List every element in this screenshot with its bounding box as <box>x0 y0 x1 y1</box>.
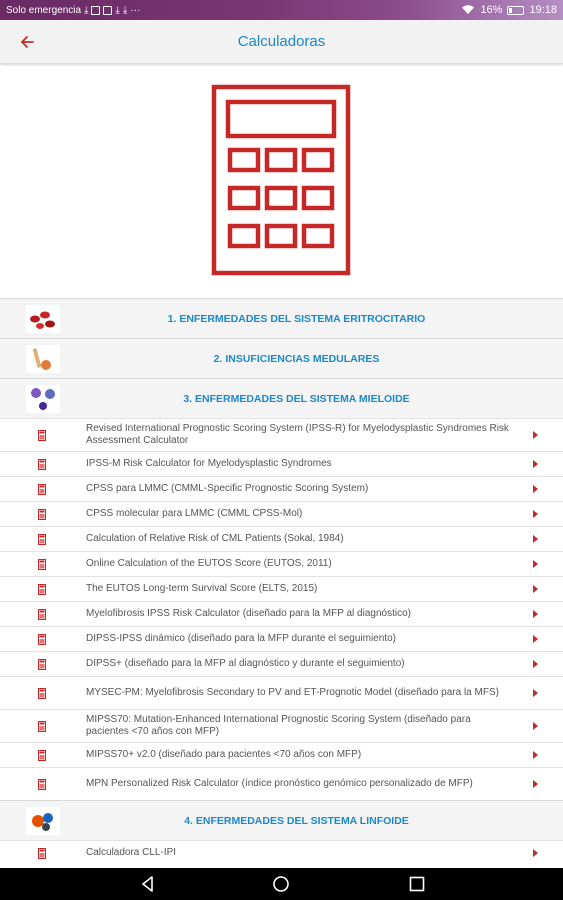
app-bar <box>0 20 563 64</box>
download-icon: ⤓ <box>84 4 89 16</box>
list-item[interactable] <box>0 742 563 767</box>
list-item-label: Online Calculation of the EUTOS Score (EUTOS, 2011) <box>86 558 332 569</box>
calculator-small-icon <box>38 721 46 732</box>
chevron-right-icon <box>533 585 538 593</box>
battery-percent: 16% <box>480 4 503 16</box>
clock: 19:18 <box>529 4 557 16</box>
list-item[interactable] <box>0 626 563 651</box>
battery-icon <box>507 6 524 15</box>
calculator-small-icon <box>38 459 46 470</box>
list-item-label: MPN Personalized Risk Calculator (índice pronóstico genómico personalizado de MFP) <box>86 778 473 789</box>
nav-back-icon[interactable] <box>139 875 157 893</box>
list-item[interactable] <box>0 676 563 709</box>
calculator-small-icon <box>38 779 46 790</box>
chevron-right-icon <box>533 535 538 543</box>
back-arrow-icon <box>20 35 34 49</box>
list-item[interactable] <box>0 476 563 501</box>
calculator-small-icon <box>38 559 46 570</box>
chevron-right-icon <box>533 722 538 730</box>
lymphoid-cells-icon <box>26 807 60 835</box>
calculator-icon <box>211 84 351 276</box>
list-item-label: MIPSS70+ v2.0 (diseñado para pacientes <70 años con MFP) <box>86 749 362 760</box>
calculator-small-icon <box>38 484 46 495</box>
list-item[interactable] <box>0 526 563 551</box>
chevron-right-icon <box>533 431 538 439</box>
chevron-right-icon <box>533 660 538 668</box>
list-item-label: DIPSS+ (diseñado para la MFP al diagnóstico y durante el seguimiento) <box>86 658 405 669</box>
download-icon: ⤓ <box>122 4 128 16</box>
section-label: 1. ENFERMEDADES DEL SISTEMA ERITROCITARIO <box>167 312 426 325</box>
list-item[interactable] <box>0 601 563 626</box>
list-item-label: Revised International Prognostic Scoring System (IPSS-R) for Myelodysplastic Syndromes Risk Assessment Calculator <box>86 423 509 446</box>
calculator-small-icon <box>38 584 46 595</box>
chevron-right-icon <box>533 849 538 857</box>
list-item[interactable] <box>0 840 563 865</box>
list-item[interactable] <box>0 418 563 451</box>
list-item[interactable] <box>0 767 563 800</box>
page-title: Calculadoras <box>237 33 326 50</box>
calculator-small-icon <box>38 534 46 545</box>
chevron-right-icon <box>533 460 538 468</box>
chevron-right-icon <box>533 689 538 697</box>
list-item-label: Calculation of Relative Risk of CML Patients (Sokal, 1984) <box>86 533 344 544</box>
chevron-right-icon <box>533 510 538 518</box>
section-header-linfoide[interactable] <box>0 800 563 840</box>
list-item-label: Myelofibrosis IPSS Risk Calculator (diseñado para la MFP al diagnóstico) <box>86 608 411 619</box>
status-bar <box>0 0 563 20</box>
chevron-right-icon <box>533 751 538 759</box>
system-nav-bar <box>0 868 563 900</box>
calculator-small-icon <box>38 509 46 520</box>
calculator-small-icon <box>38 659 46 670</box>
calculator-small-icon <box>38 750 46 761</box>
image-icon <box>91 6 100 15</box>
list-item[interactable] <box>0 651 563 676</box>
list-item-label: Calculadora CLL-IPI <box>86 847 177 858</box>
chevron-right-icon <box>533 560 538 568</box>
calculator-small-icon <box>38 634 46 645</box>
bone-marrow-icon <box>26 345 60 373</box>
hero-banner <box>0 66 563 298</box>
section-header-insuficiencias[interactable] <box>0 338 563 378</box>
list-item[interactable] <box>0 501 563 526</box>
chevron-right-icon <box>533 610 538 618</box>
list-item[interactable] <box>0 451 563 476</box>
section-header-eritrocitario[interactable] <box>0 298 563 338</box>
list-item-label: CPSS para LMMC (CMML-Specific Prognostic Scoring System) <box>86 483 369 494</box>
list-item[interactable] <box>0 576 563 601</box>
list-item[interactable] <box>0 551 563 576</box>
section-label: 2. INSUFICIENCIAS MEDULARES <box>213 352 380 365</box>
gallery-icon <box>103 6 112 15</box>
wifi-icon <box>461 5 475 15</box>
nav-home-icon[interactable] <box>272 875 290 893</box>
list-item-label: IPSS-M Risk Calculator for Myelodysplastic Syndromes <box>86 458 332 469</box>
list-item-label: DIPSS-IPSS dinámico (diseñado para la MFP durante el seguimiento) <box>86 633 396 644</box>
list-item-label: CPSS molecular para LMMC (CMML CPSS-Mol) <box>86 508 303 519</box>
red-blood-cells-icon <box>26 305 60 333</box>
chevron-right-icon <box>533 635 538 643</box>
chevron-right-icon <box>533 485 538 493</box>
section-label: 4. ENFERMEDADES DEL SISTEMA LINFOIDE <box>184 814 409 827</box>
myeloid-cells-icon <box>26 385 60 413</box>
section-header-mieloide[interactable] <box>0 378 563 418</box>
more-icon: ··· <box>130 4 141 16</box>
list-item-label: The EUTOS Long-term Survival Score (ELTS, 2015) <box>86 583 318 594</box>
nav-recents-icon[interactable] <box>408 875 426 893</box>
carrier-label: Solo emergencia <box>6 4 82 16</box>
calculator-list <box>0 298 563 868</box>
list-item-label: MIPSS70: Mutation-Enhanced International Prognostic Scoring System (diseñado para pacientes <70 años con MFP) <box>86 714 471 737</box>
calculator-small-icon <box>38 688 46 699</box>
back-button[interactable] <box>14 29 40 55</box>
section-label: 3. ENFERMEDADES DEL SISTEMA MIELOIDE <box>183 392 410 405</box>
calculator-small-icon <box>38 430 46 441</box>
list-item-label: MYSEC-PM: Myelofibrosis Secondary to PV and ET-Prognotic Model (diseñado para la MFS) <box>86 687 499 698</box>
list-item[interactable] <box>0 709 563 742</box>
download-icon: ⤓ <box>115 4 120 16</box>
chevron-right-icon <box>533 780 538 788</box>
calculator-small-icon <box>38 848 46 859</box>
calculator-small-icon <box>38 609 46 620</box>
